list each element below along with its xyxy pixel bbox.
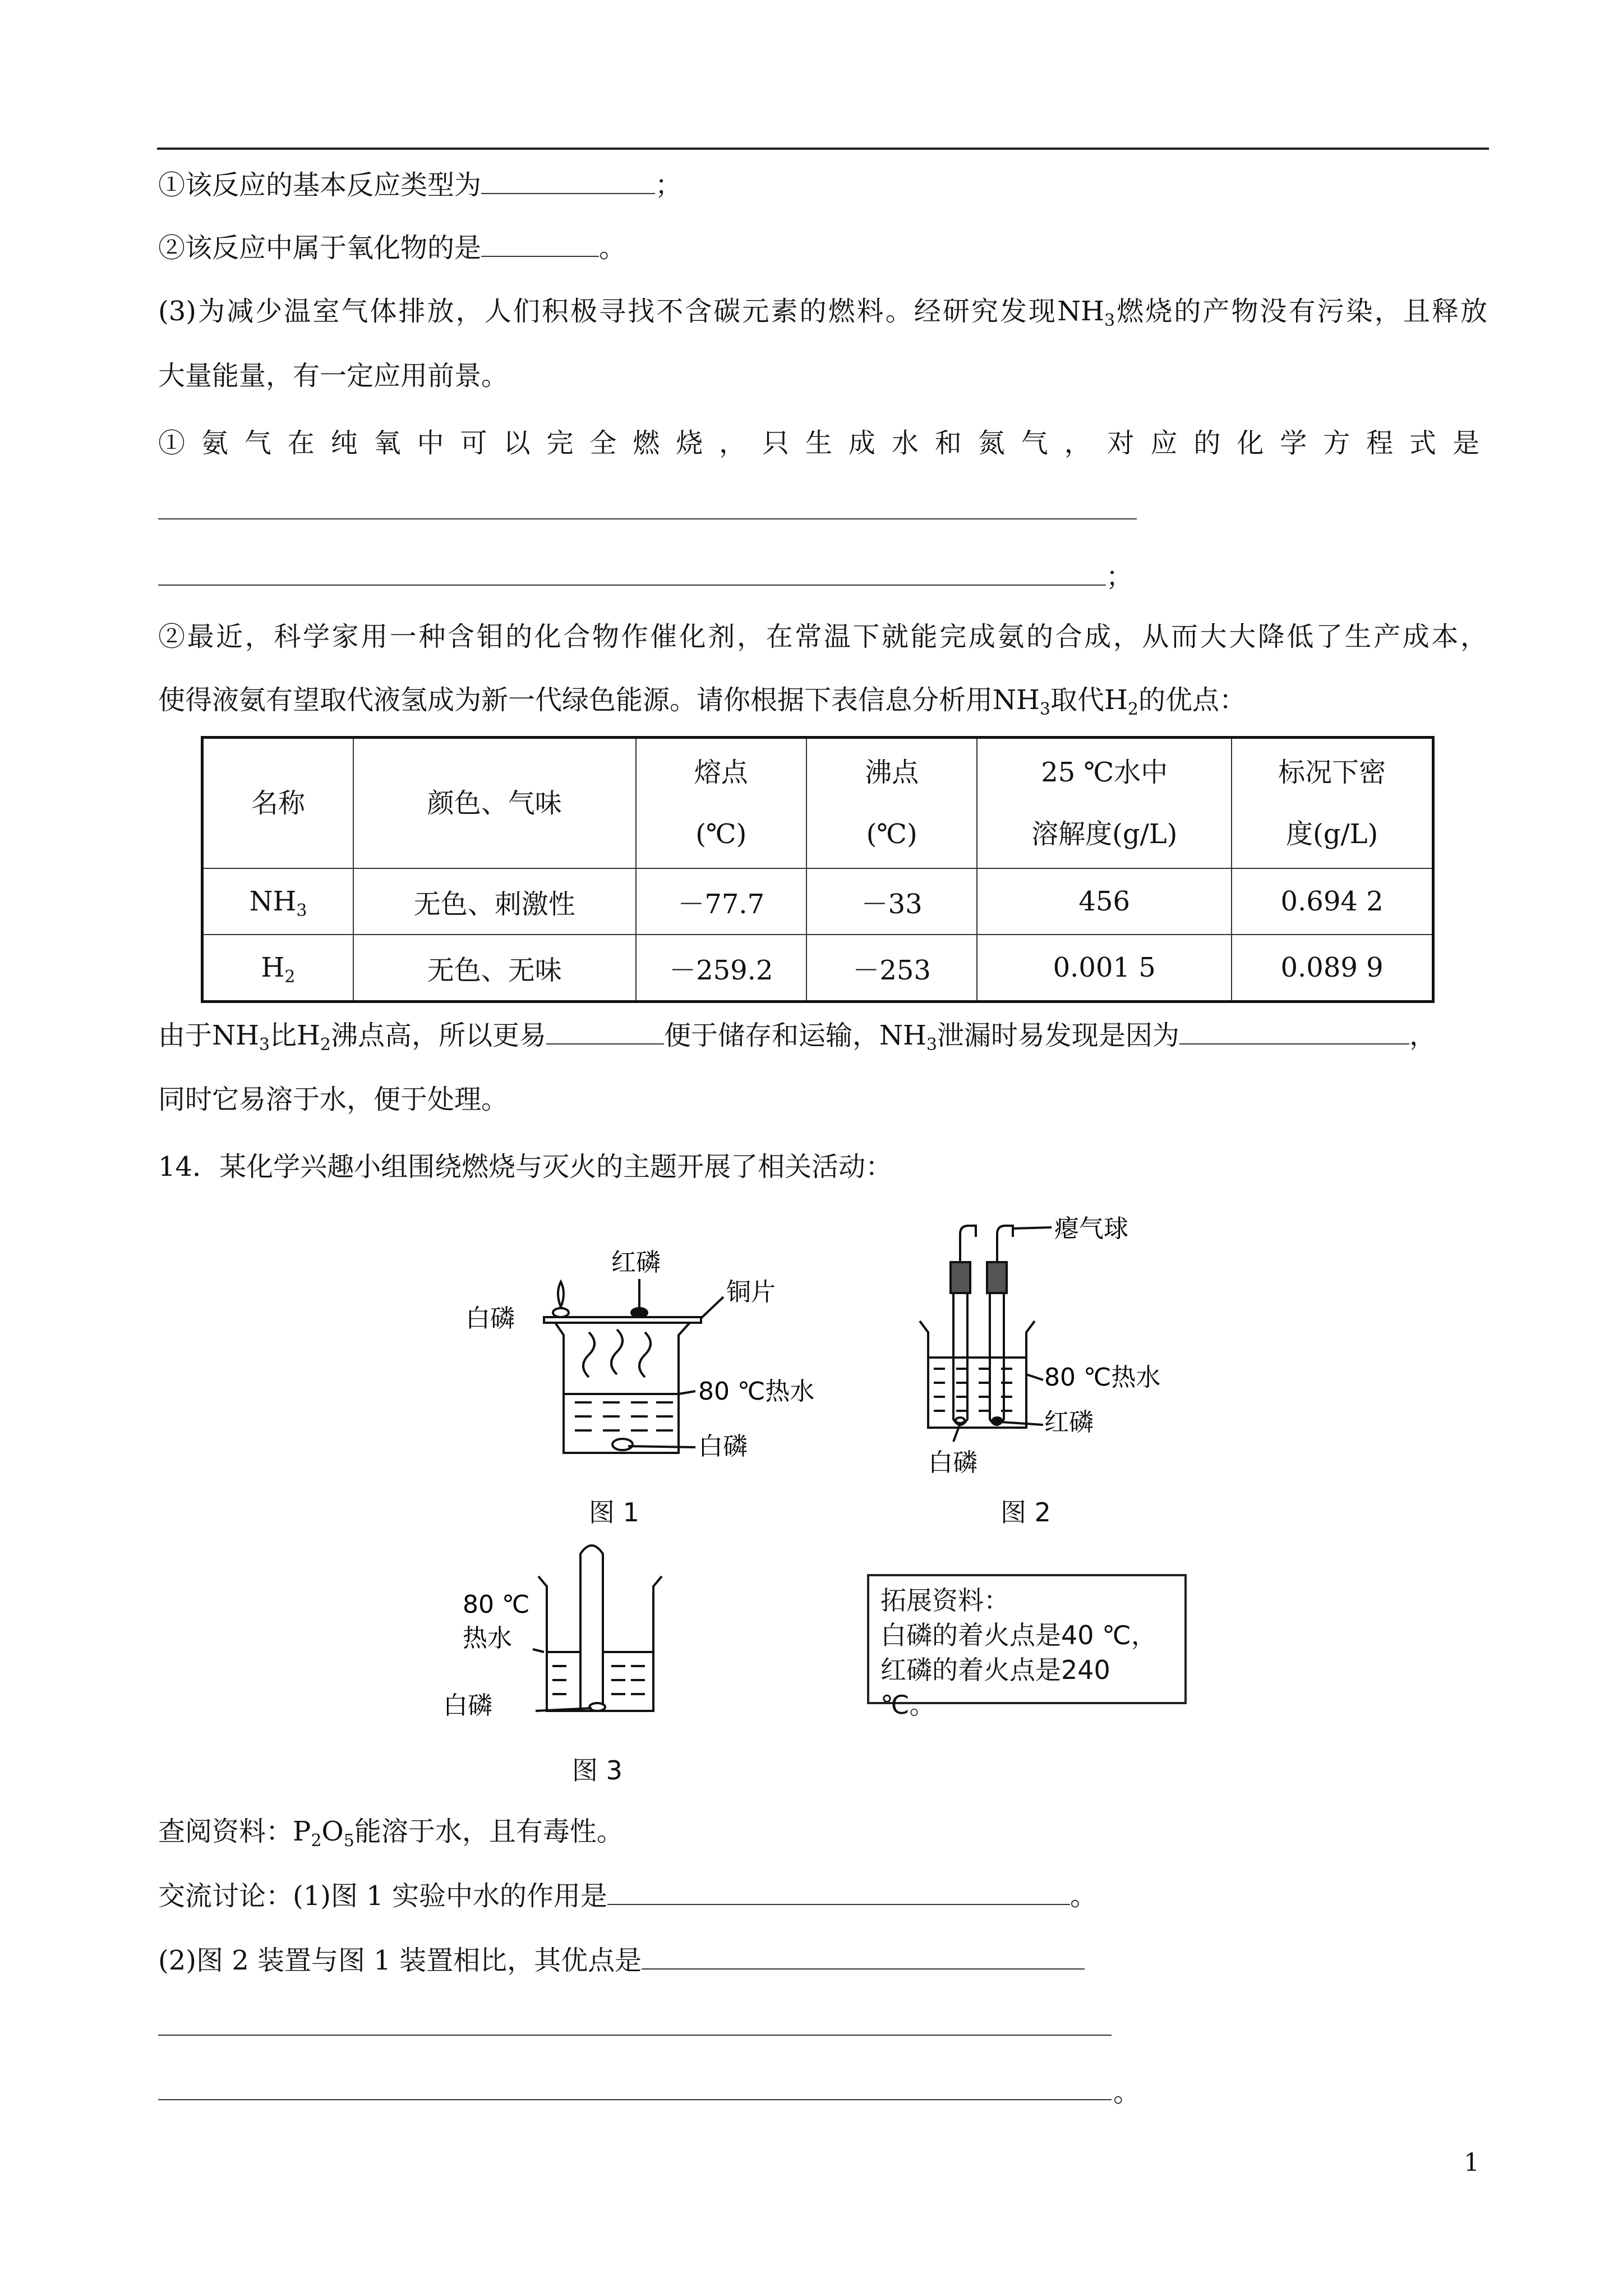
discussion-2-line bbox=[158, 1944, 1085, 1977]
reaction-type-blank[interactable] bbox=[481, 171, 655, 194]
advantage-text-a: 由于NH bbox=[158, 1020, 259, 1051]
balloon-right bbox=[997, 1226, 1013, 1262]
test-tube bbox=[580, 1545, 603, 1711]
fig3-label: 图 3 bbox=[572, 1755, 623, 1786]
cell-boiling: －253 bbox=[806, 935, 977, 1002]
oxide-end: 。 bbox=[599, 232, 626, 264]
cell-solubility: 456 bbox=[977, 868, 1232, 935]
header-density-l2: 度(g/L) bbox=[1285, 818, 1378, 850]
fig2-balloon-label: 瘪气球 bbox=[1054, 1214, 1128, 1243]
fig3-temp-label: 80 ℃ bbox=[463, 1590, 530, 1619]
fig3-hot-water-label: 热水 bbox=[463, 1624, 512, 1653]
reaction-type-text: ①该反应的基本反应类型为 bbox=[158, 169, 482, 201]
p3-line1-text: (3)为减少温室气体排放，人们积极寻找不含碳元素的燃料。经研究发现NH bbox=[158, 296, 1104, 327]
cell-density: 0.694 2 bbox=[1232, 868, 1433, 935]
advantage-text-e: 泄漏时易发现是因为 bbox=[937, 1020, 1179, 1051]
reference-text-a: 查阅资料：P bbox=[158, 1816, 311, 1847]
steam-1 bbox=[583, 1332, 594, 1377]
catalyst-line2-sub2: 2 bbox=[1127, 700, 1138, 719]
catalyst-line2 bbox=[158, 683, 1246, 717]
cell-name bbox=[202, 935, 353, 1002]
beaker-3 bbox=[538, 1576, 662, 1711]
p3-line1-text-b: 燃烧的产物没有污染，且释放 bbox=[1115, 296, 1487, 327]
figure-1 bbox=[449, 1234, 852, 1475]
discussion-2-end: 。 bbox=[1113, 2077, 1141, 2108]
header-density bbox=[1232, 738, 1433, 869]
white-p-top bbox=[553, 1308, 569, 1317]
info-line1: 白磷的着火点是40 ℃， bbox=[880, 1620, 1157, 1650]
fig1-label: 图 1 bbox=[589, 1497, 639, 1527]
figure-3 bbox=[432, 1543, 690, 1733]
q14-title: 14．某化学兴趣小组围绕燃烧与灭火的主题开展了相关活动： bbox=[158, 1151, 893, 1182]
cell-color-smell: 无色、无味 bbox=[353, 935, 636, 1002]
oxide-line bbox=[158, 231, 626, 265]
fig2-label: 图 2 bbox=[1000, 1497, 1051, 1527]
advantage-text-b: 比H bbox=[269, 1020, 320, 1051]
cell-melting: －259.2 bbox=[636, 935, 806, 1002]
header-boiling bbox=[806, 738, 977, 869]
stopper-right bbox=[987, 1262, 1007, 1293]
advantage-blank-1[interactable] bbox=[642, 1946, 1085, 1970]
reference-sub2: 5 bbox=[343, 1831, 354, 1851]
fig2-white-p-label: 白磷 bbox=[928, 1448, 978, 1477]
header-color-smell: 颜色、气味 bbox=[353, 738, 636, 869]
p3-line1-sub: 3 bbox=[1104, 311, 1115, 330]
reference-text-b: O bbox=[321, 1816, 344, 1847]
fig1-hot-water-label: 80 ℃热水 bbox=[698, 1377, 815, 1406]
cell-boiling: －33 bbox=[806, 868, 977, 935]
fig1-copper-label: 铜片 bbox=[726, 1278, 776, 1306]
cell-density: 0.089 9 bbox=[1232, 935, 1433, 1002]
header-name: 名称 bbox=[202, 738, 353, 869]
cell-name-sub: 2 bbox=[284, 967, 296, 987]
reference-text-c: 能溶于水，且有毒性。 bbox=[354, 1816, 624, 1847]
equation-prompt-text: ①氨气在纯氧中可以完全燃烧，只生成水和氮气，对应的化学方程式是 bbox=[158, 427, 1487, 459]
cell-name bbox=[202, 868, 353, 935]
cell-melting: －77.7 bbox=[636, 868, 806, 935]
fig1-white-p-top-label: 白磷 bbox=[465, 1304, 515, 1333]
advantage-text-c: 沸点高，所以更易 bbox=[330, 1020, 546, 1051]
advantage-sub1: 3 bbox=[259, 1035, 270, 1055]
advantage-blank-3[interactable] bbox=[158, 2098, 1112, 2100]
extended-info-box bbox=[867, 1574, 1187, 1720]
advantage-line2: 同时它易溶于水，便于处理。 bbox=[158, 1084, 509, 1115]
header-boiling-l2: (℃) bbox=[866, 818, 917, 850]
cell-name-sub: 3 bbox=[296, 901, 307, 921]
header-solubility bbox=[977, 738, 1232, 869]
header-melting bbox=[636, 738, 806, 869]
equation-blank-2[interactable] bbox=[158, 583, 1106, 586]
flame bbox=[558, 1282, 564, 1307]
header-solubility-l1: 25 ℃水中 bbox=[1041, 757, 1168, 788]
discussion-1-line bbox=[158, 1879, 1097, 1913]
header-rule bbox=[157, 148, 1489, 150]
white-p-bottom bbox=[612, 1439, 633, 1450]
cell-name-text: H bbox=[261, 952, 285, 983]
catalyst-line2-text-a: 使得液氨有望取代液氢成为新一代绿色能源。请你根据下表信息分析用NH bbox=[158, 684, 1040, 716]
fig2-red-p-label: 红磷 bbox=[1044, 1408, 1094, 1437]
fig1-red-p-label: 红磷 bbox=[611, 1248, 661, 1277]
tube-left bbox=[953, 1293, 967, 1425]
oxide-text: ②该反应中属于氧化物的是 bbox=[158, 232, 482, 264]
advantage-blank-2[interactable] bbox=[158, 2033, 1112, 2036]
fig2-hot-water-label: 80 ℃热水 bbox=[1044, 1363, 1161, 1392]
info-line2: 红磷的着火点是240 ℃。 bbox=[880, 1655, 1110, 1720]
discussion-1-text: 交流讨论：(1)图 1 实验中水的作用是 bbox=[158, 1880, 608, 1912]
table-row bbox=[202, 868, 1433, 935]
liquefy-blank[interactable] bbox=[546, 1021, 664, 1045]
figure-2 bbox=[897, 1212, 1245, 1487]
p3-line1 bbox=[158, 295, 1487, 328]
header-solubility-l2: 溶解度(g/L) bbox=[1031, 818, 1178, 850]
p3-line2-text: 大量能量，有一定应用前景。 bbox=[158, 360, 509, 392]
header-density-l1: 标况下密 bbox=[1278, 757, 1386, 788]
catalyst-line2-sub1: 3 bbox=[1039, 700, 1050, 719]
header-melting-l1: 熔点 bbox=[694, 757, 748, 788]
oxide-blank[interactable] bbox=[481, 233, 599, 257]
table-header-row bbox=[202, 738, 1433, 869]
equation-prompt-line bbox=[158, 426, 1487, 460]
advantage-line bbox=[158, 1019, 1436, 1055]
discussion-1-end: 。 bbox=[1070, 1880, 1098, 1912]
info-title: 拓展资料： bbox=[880, 1585, 1009, 1616]
steam-2 bbox=[611, 1329, 623, 1374]
equation-end: ； bbox=[1106, 561, 1133, 592]
fig3-white-p-label: 白磷 bbox=[443, 1691, 492, 1720]
stopper-left bbox=[951, 1262, 970, 1293]
catalyst-line1-text: ②最近，科学家用一种含钼的化合物作催化剂，在常温下就能完成氨的合成，从而大大降低了生产成本， bbox=[158, 621, 1487, 652]
header-melting-l2: (℃) bbox=[695, 818, 747, 850]
tube-right bbox=[990, 1293, 1004, 1425]
cell-name-text: NH bbox=[249, 886, 297, 917]
catalyst-line2-text-b: 取代H bbox=[1050, 684, 1128, 716]
reaction-type-line bbox=[158, 168, 682, 202]
copper-plate bbox=[544, 1317, 701, 1323]
equation-blank-1[interactable] bbox=[158, 517, 1137, 519]
fig1-white-p-bottom-label: 白磷 bbox=[698, 1432, 748, 1461]
cell-color-smell: 无色、刺激性 bbox=[353, 868, 636, 935]
advantage-sub3: 3 bbox=[926, 1035, 937, 1055]
table-row bbox=[202, 935, 1433, 1002]
catalyst-line2-text-c: 的优点： bbox=[1138, 684, 1246, 716]
reference-line bbox=[158, 1815, 624, 1851]
water-role-blank[interactable] bbox=[607, 1881, 1070, 1905]
advantage-sub2: 2 bbox=[320, 1035, 331, 1055]
red-p bbox=[631, 1308, 647, 1317]
leak-reason-blank[interactable] bbox=[1179, 1021, 1409, 1045]
reference-sub1: 2 bbox=[311, 1831, 322, 1851]
catalyst-line1 bbox=[158, 620, 1487, 654]
properties-table bbox=[201, 736, 1435, 1003]
advantage-text-f: ， bbox=[1409, 1020, 1436, 1051]
balloon-left bbox=[960, 1226, 976, 1262]
p3-line2 bbox=[158, 359, 508, 393]
cell-solubility: 0.001 5 bbox=[977, 935, 1232, 1002]
reaction-type-end: ； bbox=[655, 169, 683, 201]
page-number: 1 bbox=[1464, 2148, 1479, 2177]
steam-3 bbox=[639, 1332, 651, 1377]
header-boiling-l1: 沸点 bbox=[865, 757, 919, 788]
advantage-text-d: 便于储存和运输，NH bbox=[663, 1020, 926, 1051]
discussion-2-text: (2)图 2 装置与图 1 装置相比，其优点是 bbox=[158, 1945, 642, 1976]
